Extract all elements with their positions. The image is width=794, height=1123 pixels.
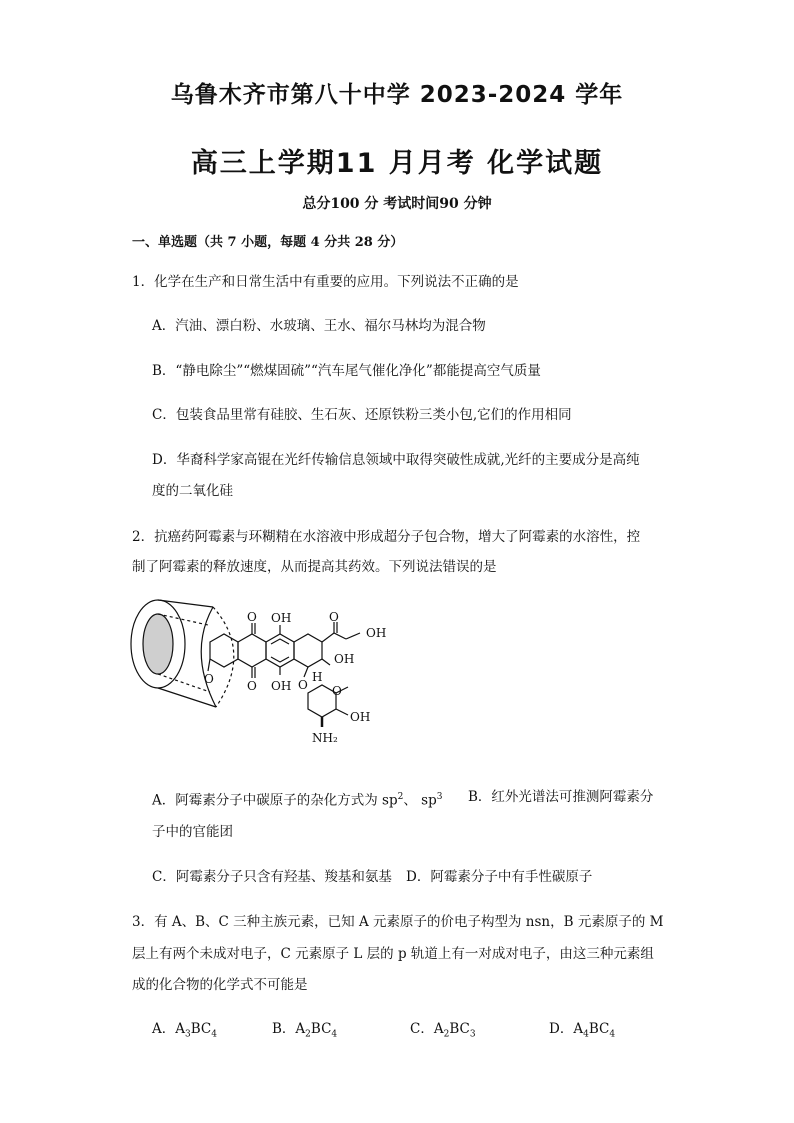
label-oh-terminal: OH	[366, 626, 387, 640]
q2-stem-line2: 制了阿霉素的释放速度，从而提高其药效。下列说法错误的是	[132, 559, 497, 575]
q2-option-b-continued: 子中的官能团	[152, 824, 233, 840]
label-oh-bottom: OH	[271, 679, 292, 693]
q2-option-c: C．阿霉素分子只含有羟基、羧基和氨基	[152, 869, 392, 885]
q1-option-c: C．包装食品里常有硅胶、生石灰、还原铁粉三类小包,它们的作用相同	[152, 407, 572, 423]
label-o-glycoside: O	[298, 678, 308, 692]
q3-option-d: D．$A_4BC_4$	[549, 1021, 616, 1040]
q3-option-b: B．$A_2BC_4$	[272, 1021, 338, 1040]
q2-option-b: B．红外光谱法可推测阿霉素分	[468, 789, 654, 805]
label-oh-sugar: OH	[350, 710, 371, 724]
q1-option-b: B．“静电除尘”“燃煤固硫”“汽车尾气催化净化”都能提高空气质量	[152, 363, 541, 379]
label-o-sugar-ring: O	[332, 684, 342, 698]
q2-stem-line1: 2．抗癌药阿霉素与环糊精在水溶液中形成超分子包合物，增大了阿霉素的水溶性，控	[132, 529, 641, 545]
q3-stem-line1: 3．有 A、B、C 三种主族元素，已知 A 元素原子的价电子构型为 nsn，B 元素原子的 M	[132, 914, 664, 930]
section-heading: 一、单选题（共 7 小题，每题 4 分共 28 分）	[132, 235, 404, 250]
label-oh-tertiary: OH	[334, 652, 355, 666]
label-o-methoxy: O	[204, 672, 214, 686]
q3-option-a: A．$A_3BC_4$	[152, 1021, 217, 1040]
label-h: H	[312, 670, 323, 684]
q1-option-d: D．华裔科学家高锟在光纤传输信息领域中取得突破性成就,光纤的主要成分是高纯	[152, 452, 640, 468]
label-o-ketone: O	[329, 610, 339, 624]
label-o-quinone-top: O	[247, 610, 257, 624]
doxorubicin-cyclodextrin-figure	[128, 597, 390, 755]
label-o-quinone-bottom: O	[247, 679, 257, 693]
q3-stem-line2: 层上有两个未成对电子，C 元素原子 L 层的 p 轨道上有一对成对电子，由这三种元素组	[132, 946, 654, 962]
label-nh2: NH₂	[312, 731, 338, 745]
exam-school-title: 乌鲁木齐市第八十中学 2023-2024 学年	[170, 82, 624, 108]
q3-stem-line3: 成的化合物的化学式不可能是	[132, 977, 308, 993]
q2-option-d: D．阿霉素分子中有手性碳原子	[406, 869, 593, 885]
q2-option-a: A．阿霉素分子中碳原子的杂化方式为 $sp^2$、 $sp^3$	[152, 792, 443, 809]
exam-title: 高三上学期11 月月考 化学试题	[190, 148, 604, 179]
q1-option-a: A．汽油、漂白粉、水玻璃、王水、福尔马林均为混合物	[152, 318, 486, 334]
q1-option-d-continued: 度的二氧化硅	[152, 483, 233, 499]
q3-option-c: C．$A_2BC_3$	[410, 1021, 476, 1040]
exam-subtitle: 总分100 分 考试时间90 分钟	[302, 196, 492, 212]
q1-stem: 1．化学在生产和日常生活中有重要的应用。下列说法不正确的是	[132, 274, 519, 290]
label-oh-top: OH	[271, 611, 292, 625]
